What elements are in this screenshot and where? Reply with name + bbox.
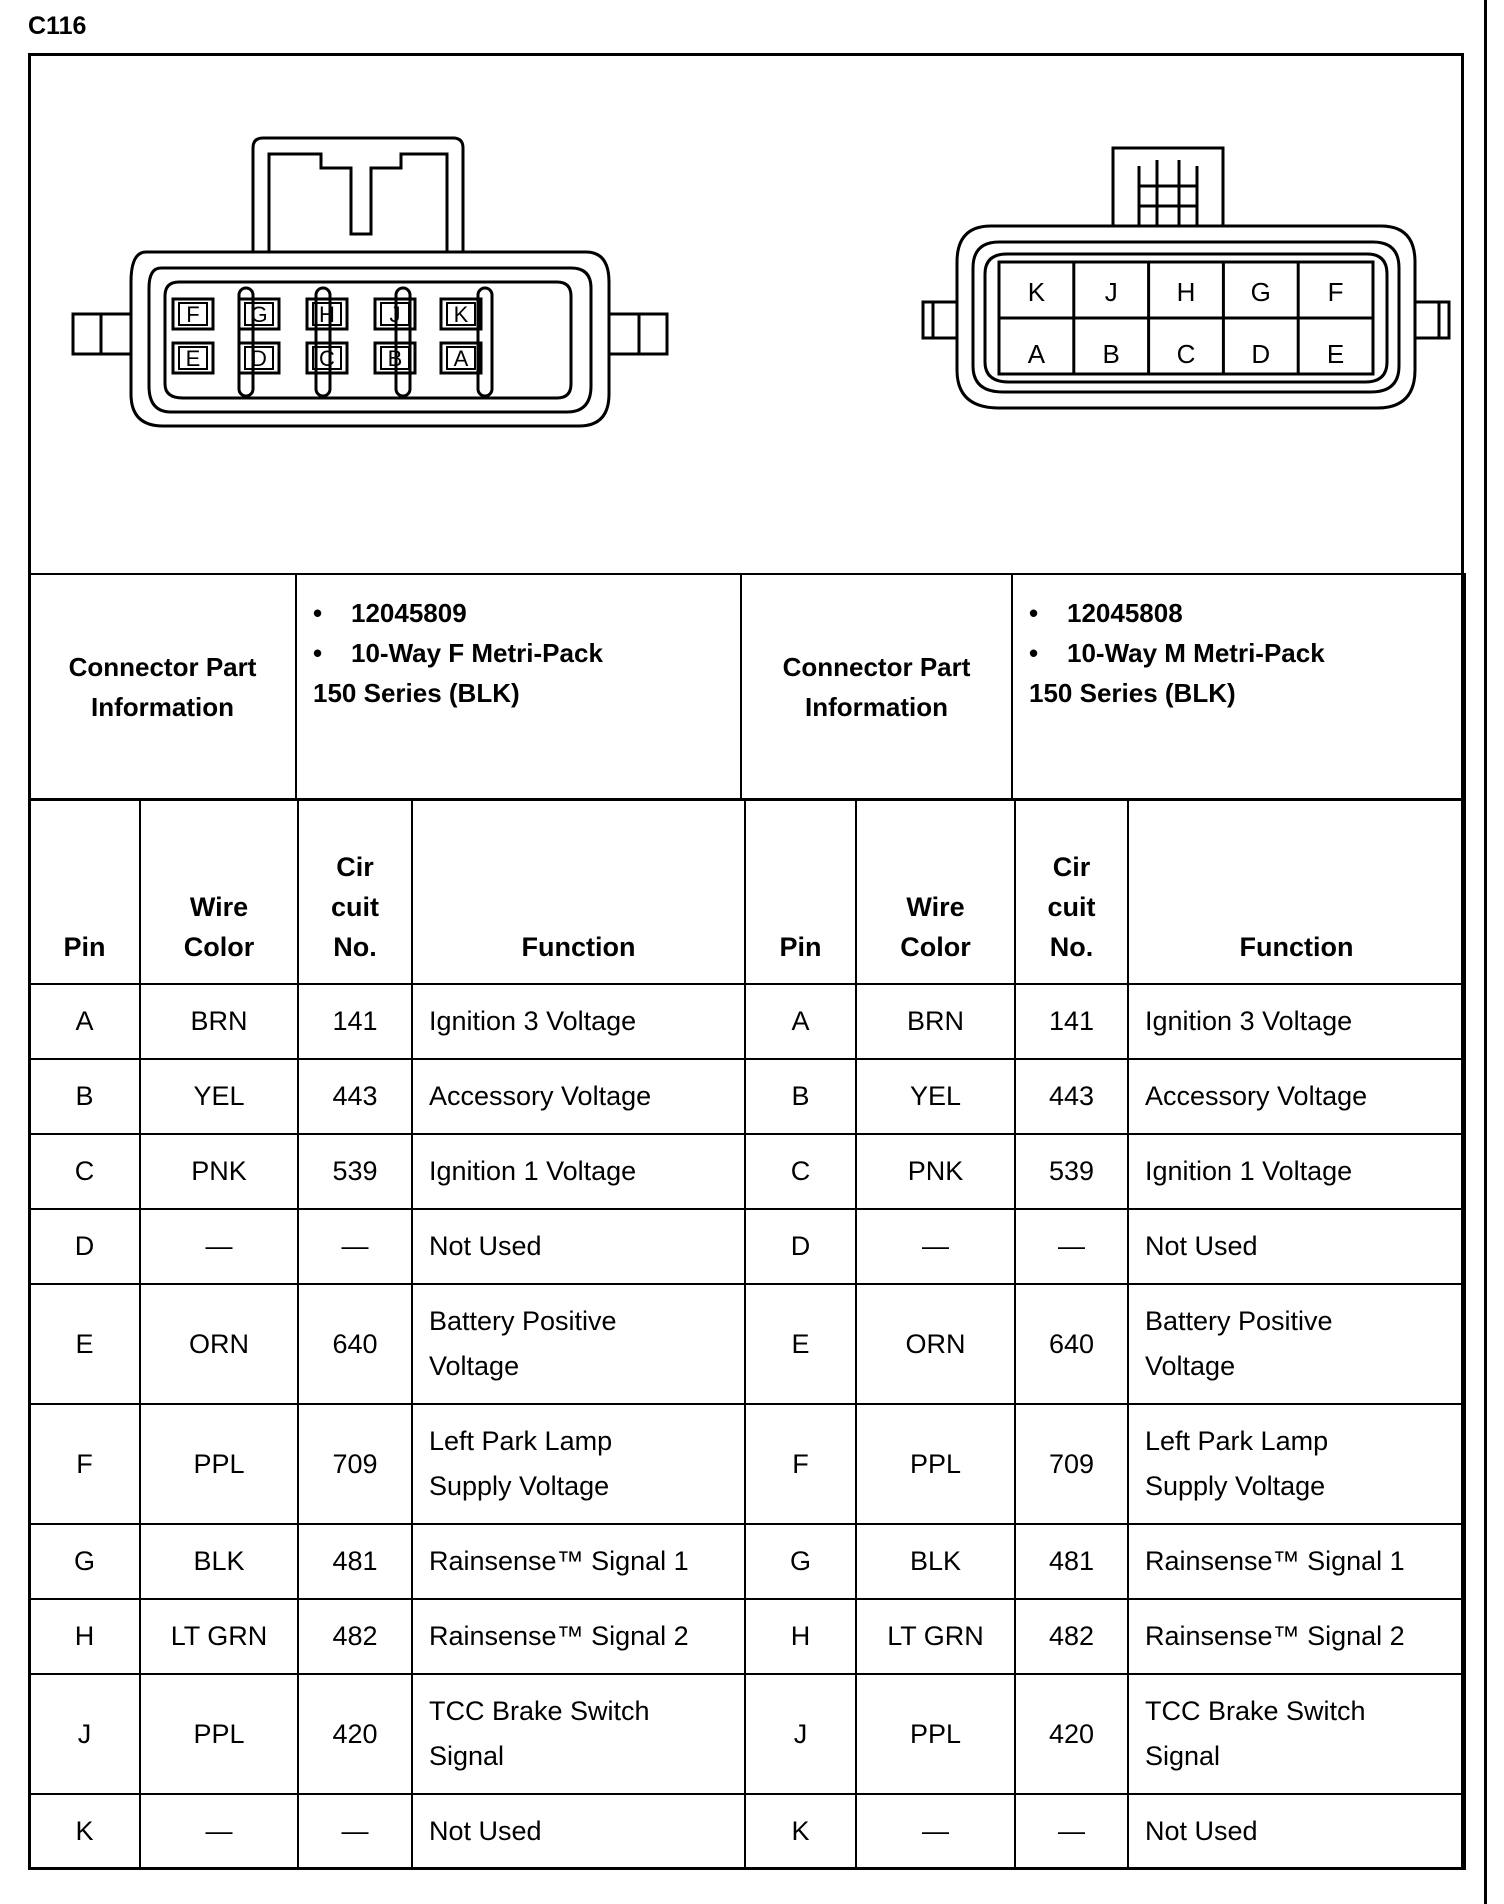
header-pin: Pin <box>29 800 140 984</box>
right-info-label: Connector Part Information <box>741 574 1012 799</box>
female-pin-C <box>307 343 347 373</box>
wire-color-cell: PPL <box>140 1404 298 1524</box>
pin-cell: B <box>29 1059 140 1134</box>
wire-color-cell: — <box>140 1794 298 1869</box>
pin-cell: A <box>29 984 140 1059</box>
circuit-cell: — <box>1015 1794 1128 1869</box>
right-info-value: • 12045808 • 10-Way M Metri-Pack 150 Series (BLK) <box>1012 574 1465 799</box>
wire-color-cell: ORN <box>856 1284 1015 1404</box>
header-circuit-no: Cir cuit No. <box>1015 800 1128 984</box>
function-cell: Ignition 1 Voltage <box>1128 1134 1465 1209</box>
pin-cell: K <box>29 1794 140 1869</box>
svg-text:A: A <box>453 346 469 371</box>
header-function: Function <box>412 800 745 984</box>
circuit-cell: 481 <box>298 1524 412 1599</box>
circuit-cell: 141 <box>1015 984 1128 1059</box>
pin-cell: F <box>29 1404 140 1524</box>
table-row <box>29 1059 1465 1134</box>
wire-color-cell: PPL <box>856 1404 1015 1524</box>
wire-color-cell: BRN <box>140 984 298 1059</box>
circuit-cell: 482 <box>1015 1599 1128 1674</box>
circuit-cell: — <box>298 1209 412 1284</box>
wire-color-cell: BLK <box>140 1524 298 1599</box>
female-pin-B <box>375 343 415 373</box>
circuit-cell: 709 <box>1015 1404 1128 1524</box>
left-info-value: • 12045809 • 10-Way F Metri-Pack 150 Series (BLK) <box>296 574 741 799</box>
female-pin-grid <box>173 299 481 373</box>
male-pin-C: C <box>1176 339 1196 369</box>
male-pin-E: E <box>1326 339 1345 369</box>
svg-text:E: E <box>185 346 201 371</box>
pin-cell: D <box>745 1209 856 1284</box>
male-pin-F: F <box>1327 277 1344 307</box>
pin-cell: J <box>29 1674 140 1794</box>
pin-cell: H <box>745 1599 856 1674</box>
right-part-number: 12045808 <box>1067 598 1183 628</box>
wire-color-cell: PNK <box>856 1134 1015 1209</box>
function-cell: TCC Brake Switch Signal <box>412 1674 745 1794</box>
header-function: Function <box>1128 800 1465 984</box>
male-pin-J: J <box>1104 277 1118 307</box>
pin-cell: C <box>29 1134 140 1209</box>
male-pin-K: K <box>1027 277 1046 307</box>
function-cell: Rainsense™ Signal 1 <box>412 1524 745 1599</box>
male-pin-B: B <box>1102 339 1120 369</box>
circuit-cell: 420 <box>298 1674 412 1794</box>
pin-cell: E <box>29 1284 140 1404</box>
pin-cell: J <box>745 1674 856 1794</box>
connector-title: C116 <box>28 12 87 40</box>
pin-cell: B <box>745 1059 856 1134</box>
page-edge-rule <box>1484 0 1487 1904</box>
female-pin-A <box>441 343 481 373</box>
wire-color-cell: PPL <box>856 1674 1015 1794</box>
male-pin-D: D <box>1251 339 1271 369</box>
wire-color-cell: BRN <box>856 984 1015 1059</box>
circuit-cell: 640 <box>1015 1284 1128 1404</box>
circuit-cell: — <box>298 1794 412 1869</box>
circuit-cell: 539 <box>1015 1134 1128 1209</box>
header-circuit-no: Cir cuit No. <box>298 800 412 984</box>
pin-cell: D <box>29 1209 140 1284</box>
female-pin-H <box>307 299 347 329</box>
svg-text:F: F <box>186 302 200 327</box>
function-cell: Rainsense™ Signal 1 <box>1128 1524 1465 1599</box>
pin-cell: A <box>745 984 856 1059</box>
left-part-number: 12045809 <box>351 598 467 628</box>
function-cell: Not Used <box>412 1794 745 1869</box>
connector-diagram <box>31 56 1461 574</box>
table-row <box>29 1599 1465 1674</box>
connector-part-info <box>28 573 1466 800</box>
right-series: 150 Series (BLK) <box>1029 678 1236 708</box>
pin-cell: H <box>29 1599 140 1674</box>
circuit-cell: 443 <box>298 1059 412 1134</box>
female-pin-K <box>441 299 481 329</box>
function-cell: Not Used <box>412 1209 745 1284</box>
circuit-cell: 141 <box>298 984 412 1059</box>
pinout-header-row <box>29 800 1465 984</box>
circuit-cell: 481 <box>1015 1524 1128 1599</box>
function-cell: Accessory Voltage <box>412 1059 745 1134</box>
female-pin-J <box>375 299 415 329</box>
wire-color-cell: PNK <box>140 1134 298 1209</box>
function-cell: Battery Positive Voltage <box>1128 1284 1465 1404</box>
circuit-cell: 709 <box>298 1404 412 1524</box>
wire-color-cell: YEL <box>140 1059 298 1134</box>
header-wire-color: Wire Color <box>856 800 1015 984</box>
function-cell: Not Used <box>1128 1794 1465 1869</box>
pin-cell: E <box>745 1284 856 1404</box>
left-info-label: Connector Part Information <box>29 574 296 799</box>
wire-color-cell: ORN <box>140 1284 298 1404</box>
header-wire-color: Wire Color <box>140 800 298 984</box>
wire-color-cell: — <box>856 1209 1015 1284</box>
circuit-cell: 443 <box>1015 1059 1128 1134</box>
function-cell: Rainsense™ Signal 2 <box>1128 1599 1465 1674</box>
female-connector-drawing <box>73 138 667 426</box>
wire-color-cell: PPL <box>140 1674 298 1794</box>
circuit-cell: — <box>1015 1209 1128 1284</box>
table-row <box>29 984 1465 1059</box>
function-cell: Left Park Lamp Supply Voltage <box>412 1404 745 1524</box>
svg-text:H: H <box>319 302 335 327</box>
svg-text:J: J <box>389 302 401 327</box>
female-pin-G <box>239 299 279 329</box>
female-pin-D <box>239 343 279 373</box>
function-cell: Ignition 3 Voltage <box>1128 984 1465 1059</box>
table-row <box>29 1134 1465 1209</box>
male-pin-A: A <box>1027 339 1046 369</box>
circuit-cell: 539 <box>298 1134 412 1209</box>
table-row <box>29 1674 1465 1794</box>
male-pin-H: H <box>1176 277 1196 307</box>
male-pin-G: G <box>1250 277 1271 307</box>
function-cell: Accessory Voltage <box>1128 1059 1465 1134</box>
table-row <box>29 1524 1465 1599</box>
pin-cell: G <box>29 1524 140 1599</box>
wire-color-cell: LT GRN <box>140 1599 298 1674</box>
table-row <box>29 1404 1465 1524</box>
function-cell: Ignition 3 Voltage <box>412 984 745 1059</box>
table-row <box>29 1284 1465 1404</box>
function-cell: Not Used <box>1128 1209 1465 1284</box>
function-cell: Rainsense™ Signal 2 <box>412 1599 745 1674</box>
circuit-cell: 482 <box>298 1599 412 1674</box>
wire-color-cell: BLK <box>856 1524 1015 1599</box>
wire-color-cell: — <box>856 1794 1015 1869</box>
left-connector-type: 10-Way F Metri-Pack <box>351 638 603 668</box>
wire-color-cell: LT GRN <box>856 1599 1015 1674</box>
svg-text:C: C <box>319 346 335 371</box>
svg-text:G: G <box>250 302 268 327</box>
pin-cell: G <box>745 1524 856 1599</box>
circuit-cell: 640 <box>298 1284 412 1404</box>
function-cell: TCC Brake Switch Signal <box>1128 1674 1465 1794</box>
table-row <box>29 1209 1465 1284</box>
female-pin-F <box>173 299 213 329</box>
function-cell: Ignition 1 Voltage <box>412 1134 745 1209</box>
wire-color-cell: — <box>140 1209 298 1284</box>
pinout-table <box>28 799 1466 1870</box>
function-cell: Left Park Lamp Supply Voltage <box>1128 1404 1465 1524</box>
circuit-cell: 420 <box>1015 1674 1128 1794</box>
right-connector-type: 10-Way M Metri-Pack <box>1067 638 1325 668</box>
wire-color-cell: YEL <box>856 1059 1015 1134</box>
svg-text:D: D <box>251 346 267 371</box>
pin-cell: K <box>745 1794 856 1869</box>
table-row <box>29 1794 1465 1869</box>
pin-cell: C <box>745 1134 856 1209</box>
left-series: 150 Series (BLK) <box>313 678 520 708</box>
function-cell: Battery Positive Voltage <box>412 1284 745 1404</box>
svg-text:B: B <box>387 346 403 371</box>
female-pin-E <box>173 343 213 373</box>
header-pin: Pin <box>745 800 856 984</box>
svg-text:K: K <box>453 302 469 327</box>
pin-cell: F <box>745 1404 856 1524</box>
